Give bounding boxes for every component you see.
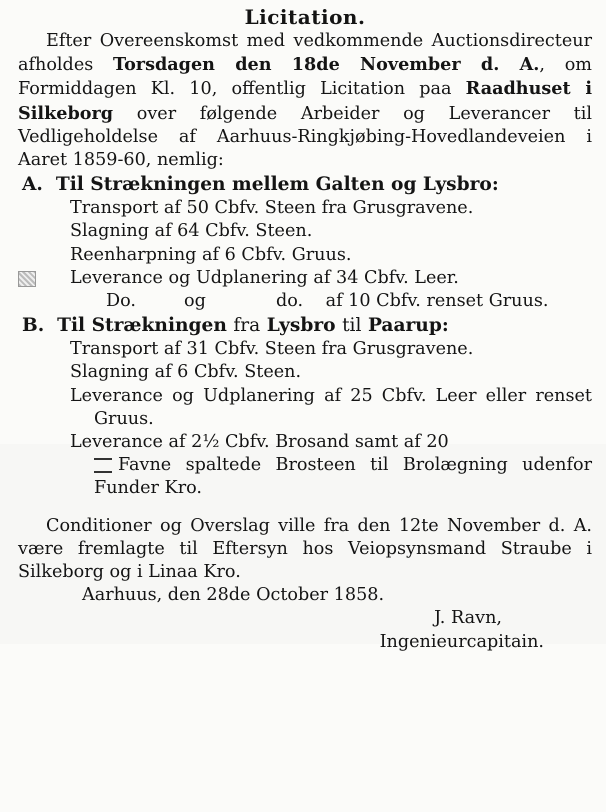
section-b-til: til: [342, 315, 362, 337]
intro-date: Torsdagen den 18de November d. A.: [113, 54, 540, 76]
section-b-title-3: Paarup:: [367, 315, 449, 337]
signature-name: J. Ravn,: [434, 608, 502, 629]
section-b-letter: B.: [22, 315, 45, 337]
signature-title: Ingenieurcapitain.: [379, 631, 544, 652]
ditto-rest: af 10 Cbfv. renset Gruus.: [325, 291, 549, 312]
notice-page: [0, 4, 606, 812]
intro-text-mid: , om Formiddagen Kl. 10, offentlig Licitation paa: [18, 55, 592, 100]
section-a-item: Reenharpning af 6 Cbfv. Gruus.: [70, 244, 352, 265]
section-b-title-1: Til Strækningen: [57, 315, 227, 337]
intro-place: Raadhuset i Silkeborg: [18, 78, 593, 124]
intro-text-after: over følgende Arbeider og Leverancer til Vedligeholdelse af Aarhuus-Ringkjøbing-Hovedlandeveien i Aaret 1859-60, nemlig:: [18, 103, 592, 171]
section-b-item: Transport af 31 Cbfv. Steen fra Grusgravene.: [70, 339, 474, 360]
section-a-item-marked: [18, 267, 592, 290]
bracket-mark-icon: [94, 458, 112, 473]
scan-mark-icon: [18, 271, 36, 287]
section-b-last-line: [70, 454, 592, 500]
ditto-2: do.: [276, 291, 304, 312]
section-a-item: Transport af 50 Cbfv. Steen fra Grusgravene.: [70, 198, 474, 219]
notice-title: Licitation.: [244, 5, 366, 29]
section-b-item: Leverance af 2½ Cbfv. Brosand samt af 20: [70, 432, 449, 453]
ditto-row: [94, 290, 592, 313]
section-a-title: Til Strækningen mellem Galten og Lysbro:: [55, 174, 499, 196]
section-b-item: Slagning af 6 Cbfv. Steen.: [70, 362, 302, 383]
ditto-1: Do.: [106, 291, 136, 312]
conditions-paragraph: Conditioner og Overslag ville fra den 12te November d. A. være fremlagte til Eftersyn hos Veiopsynsmand Straube i Silkeborg og i Linaa Kro.: [18, 515, 592, 583]
section-b-title-2: Lysbro: [266, 315, 336, 337]
section-b-item: Leverance og Udplanering af 25 Cbfv. Leer eller renset Gruus.: [70, 385, 592, 429]
section-a-heading: [22, 173, 592, 197]
section-b-fra: fra: [233, 315, 261, 337]
section-a-item: Slagning af 64 Cbfv. Steen.: [70, 221, 313, 242]
ditto-og: og: [184, 291, 206, 312]
date-line: Aarhuus, den 28de October 1858.: [82, 585, 385, 606]
section-a-item: Leverance og Udplanering af 34 Cbfv. Leer.: [70, 267, 459, 288]
section-b-heading: [22, 314, 592, 338]
section-a-letter: A.: [22, 174, 43, 196]
intro-text-before: Efter Overeenskomst med vedkommende Auctionsdirecteur afholdes: [18, 31, 592, 76]
intro-paragraph: [18, 30, 592, 172]
section-b-last-text: Favne spaltede Brosteen til Brolægning udenfor Funder Kro.: [94, 455, 592, 499]
